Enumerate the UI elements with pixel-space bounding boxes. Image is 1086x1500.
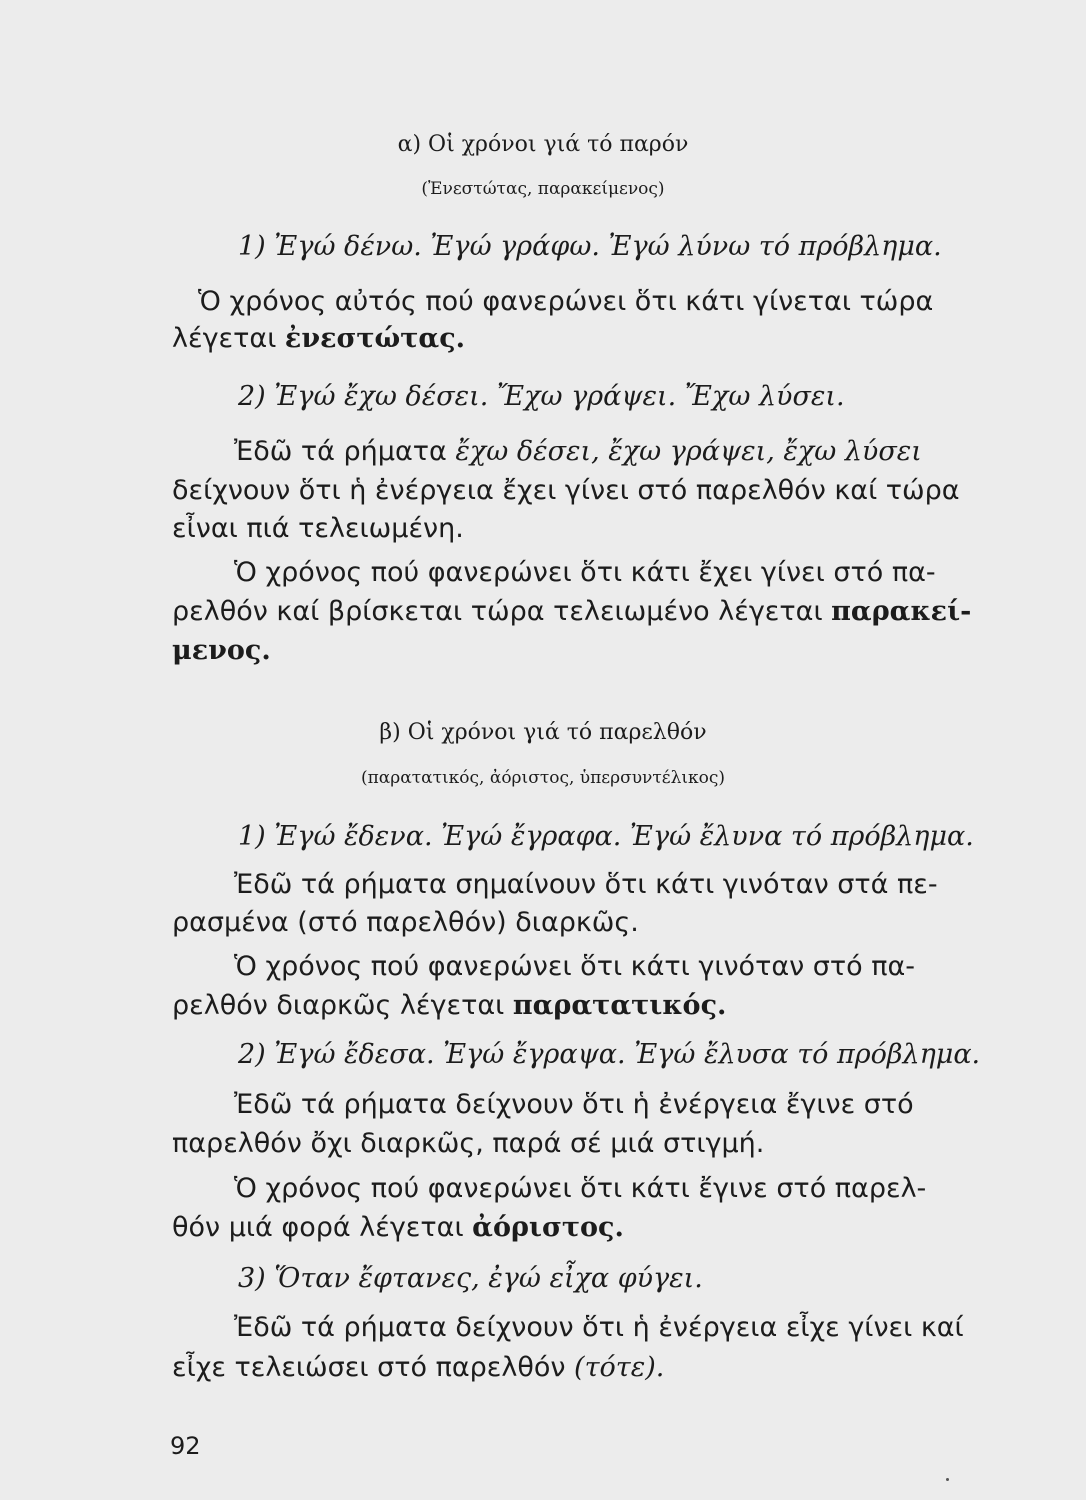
- print-speck: [946, 1478, 949, 1481]
- term-aoristos: ἀόριστος.: [472, 1212, 624, 1243]
- section-b-paragraph-3-line-1: Ἐδῶ τά ρήματα δείχνουν ὅτι ἡ ἐνέργεια ἔγινε στό: [234, 1089, 914, 1120]
- section-a-example-2: 2) Ἐγώ ἔχω δέσει. Ἔχω γράψει. Ἔχω λύσει.: [238, 381, 845, 412]
- section-a-paragraph-3-text: ρελθόν καί βρίσκεται τώρα τελειωμένο λέγεται: [172, 596, 832, 627]
- section-b-paragraph-2-line-2: [172, 989, 726, 1023]
- section-b-example-1: 1) Ἐγώ ἔδενα. Ἐγώ ἔγραφα. Ἐγώ ἔλυνα τό πρόβλημα.: [238, 821, 974, 852]
- section-a-paragraph-3-line-1: Ὁ χρόνος πού φανερώνει ὅτι κάτι ἔχει γίνει στό πα-: [234, 557, 936, 588]
- section-b-paragraph-3-line-2: παρελθόν ὄχι διαρκῶς, παρά σέ μιά στιγμή.: [172, 1128, 765, 1159]
- section-b-example-3: 3) Ὅταν ἔφτανες, ἐγώ εἶχα φύγει.: [238, 1263, 703, 1294]
- term-parakeimenos-part-2: μενος.: [172, 635, 271, 666]
- section-a-paragraph-2-line-2: δείχνουν ὅτι ἡ ἐνέργεια ἔχει γίνει στό παρελθόν καί τώρα: [172, 475, 960, 506]
- section-a-paragraph-1-line-1: Ὁ χρόνος αὐτός πού φανερώνει ὅτι κάτι γίνεται τώρα: [198, 286, 934, 317]
- section-b-paragraph-1-line-2: ρασμένα (στό παρελθόν) διαρκῶς.: [172, 907, 639, 938]
- section-a-paragraph-1-line-2: [172, 322, 465, 356]
- section-a-subheading: (Ἐνεστώτας, παρακείμενος): [421, 179, 665, 199]
- section-a-paragraph-3-line-2: [172, 595, 971, 629]
- section-b-paragraph-5-line-1: Ἐδῶ τά ρήματα δείχνουν ὅτι ἡ ἐνέργεια εἶχε γίνει καί: [234, 1312, 964, 1343]
- section-a-paragraph-2-text: Ἐδῶ τά ρήματα: [234, 436, 456, 467]
- section-b-subheading: (παρατατικός, ἀόριστος, ὑπερσυντέλικος): [360, 768, 726, 788]
- section-a-paragraph-2-example: ἔχω δέσει, ἔχω γράψει, ἔχω λύσει: [455, 436, 922, 467]
- term-parakeimenos-part-1: παρακεί-: [831, 596, 972, 627]
- section-b-example-2: 2) Ἐγώ ἔδεσα. Ἐγώ ἔγραψα. Ἐγώ ἔλυσα τό πρόβλημα.: [238, 1039, 981, 1070]
- section-a-heading: α) Οἱ χρόνοι γιά τό παρόν: [397, 132, 689, 157]
- section-b-paragraph-5-text: εἶχε τελειώσει στό παρελθόν: [172, 1352, 575, 1383]
- section-b-paragraph-4-text: θόν μιά φορά λέγεται: [172, 1212, 473, 1243]
- section-a-paragraph-2-line-3: εἶναι πιά τελειωμένη.: [172, 513, 464, 544]
- section-a-example-1: 1) Ἐγώ δένω. Ἐγώ γράφω. Ἐγώ λύνω τό πρόβλημα.: [238, 231, 942, 262]
- section-a-paragraph-1-text: λέγεται: [172, 323, 285, 354]
- term-paratatikos: παρατατικός.: [512, 990, 727, 1021]
- section-b-paragraph-4-line-1: Ὁ χρόνος πού φανερώνει ὅτι κάτι ἔγινε στό παρελ-: [234, 1173, 927, 1204]
- term-enestotas: ἐνεστώτας.: [284, 323, 466, 354]
- section-b-heading: β) Οἱ χρόνοι γιά τό παρελθόν: [379, 720, 707, 745]
- section-b-paragraph-4-line-2: [172, 1211, 624, 1245]
- section-b-paragraph-1-line-1: Ἐδῶ τά ρήματα σημαίνουν ὅτι κάτι γινόταν στά πε-: [234, 869, 938, 900]
- section-b-paragraph-5-line-2: [172, 1351, 664, 1385]
- section-b-paragraph-2-line-1: Ὁ χρόνος πού φανερώνει ὅτι κάτι γινόταν στό πα-: [234, 951, 916, 982]
- section-b-paragraph-5-example: (τότε).: [574, 1352, 665, 1383]
- page-number: 92: [170, 1432, 201, 1460]
- section-b-paragraph-2-text: ρελθόν διαρκῶς λέγεται: [172, 990, 513, 1021]
- section-a-paragraph-2-line-1: [234, 435, 922, 469]
